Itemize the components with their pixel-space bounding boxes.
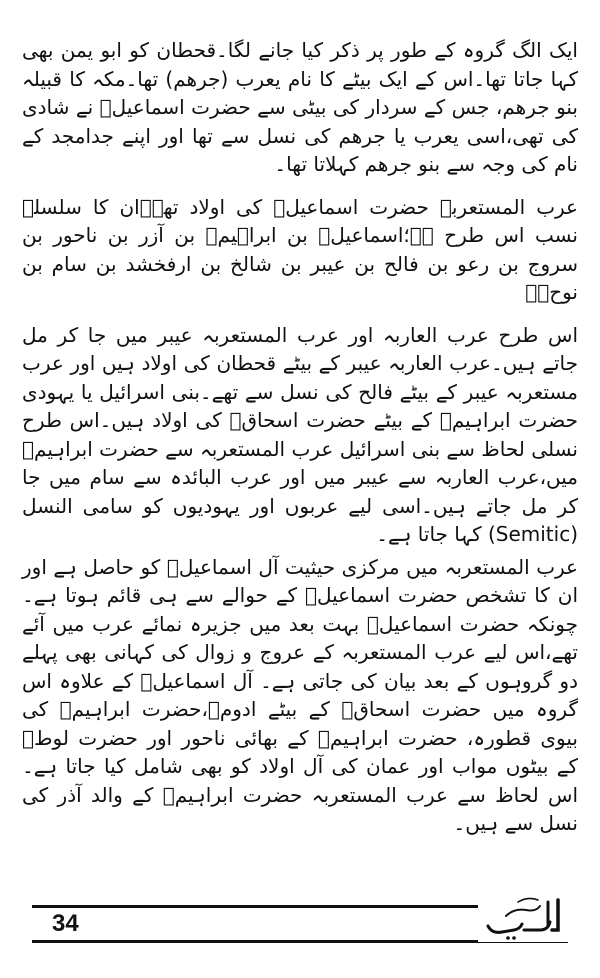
paragraph-2: عرب المستعربہ حضرت اسماعیلؑ کی اولاد تھے۔ان کا سلسلہ نسب اس طرح ہے؛اسماعیلؑ بن ابراہیمؑ بن آزر بن ناحور بن سروج بن رعو بن فالح بن عیبر بن شالخ بن ارفخشد بن سام بن نوحؑ۔ xyxy=(22,194,578,304)
al-ameen-logo-graphic xyxy=(478,886,568,942)
page-footer xyxy=(32,905,568,943)
page-text xyxy=(22,36,578,852)
page-number: 34 xyxy=(52,910,79,937)
paragraph-1: ایک الگ گروہ کے طور پر ذکر کیا جانے لگا۔قحطان کو ابو یمن بھی کہا جاتا تھا۔اس کے ایک بیٹے کا نام یعرب (جرھم) تھا۔مکہ کا قبیلہ بنو جرھم، جس کے سردار کی بیٹی سے حضرت اسماعیلؑ نے شادی کی تھی،اسی یعرب یا جرھم کی نسل سے تھا اور اپنے جدامجد کے نام کی وجہ سے بنو جرھم کہلاتا تھا۔ xyxy=(22,38,578,176)
paragraph-3: اس طرح عرب العاربہ اور عرب المستعربہ عیبر میں جا کر مل جاتے ہیں۔عرب العاربہ عیبر کے بیٹے قحطان کی اولاد ہیں اور عرب مستعربہ عیبر کے بیٹے فالح کی نسل سے تھے۔بنی اسرائیل یا یہودی حضرت ابراہیمؑ کے بیٹے حضرت اسحاقؑ کی اولاد ہیں۔اس طرح نسلی لحاظ سے بنی اسرائیل عرب المستعربہ سے حضرت ابراہیمؑ میں،عرب العاربہ سے عیبر میں اور عرب البائدہ سے سام میں جا کر مل جاتے ہیں۔اسی لیے عربوں اور یہودیوں کو سامی النسل (Semitic) کہا جاتا ہے۔ xyxy=(22,322,578,546)
paragraph-4: عرب المستعربہ میں مرکزی حیثیت آل اسماعیلؑ کو حاصل ہے اور ان کا تشخص حضرت اسماعیلؑ کے حوالے سے ہی قائم ہوتا ہے۔چونکہ حضرت اسماعیلؑ بہت بعد میں جزیرہ نمائے عرب میں آئے تھے،اس لیے عرب المستعربہ کے عروج و زوال کی کہانی بھی پہلے دو گروہوں کے بعد بیان کی جاتی ہے۔ آل اسماعیلؑ کے علاوہ اس گروہ میں حضرت اسحاقؑ کے بیٹے ادومؑ،حضرت ابراہیمؑ کی بیوی قطورہ، حضرت ابراہیمؑ کے بھائی ناحور اور حضرت لوطؑ کے بیٹوں مواب اور عمان کی آل اولاد کو بھی شامل کیا جاتا ہے۔اس لحاظ سے عرب المستعربہ حضرت ابراہیمؑ کے والد آذر کی نسل سے ہیں۔ xyxy=(22,554,578,835)
al-ameen-logo xyxy=(478,886,568,942)
